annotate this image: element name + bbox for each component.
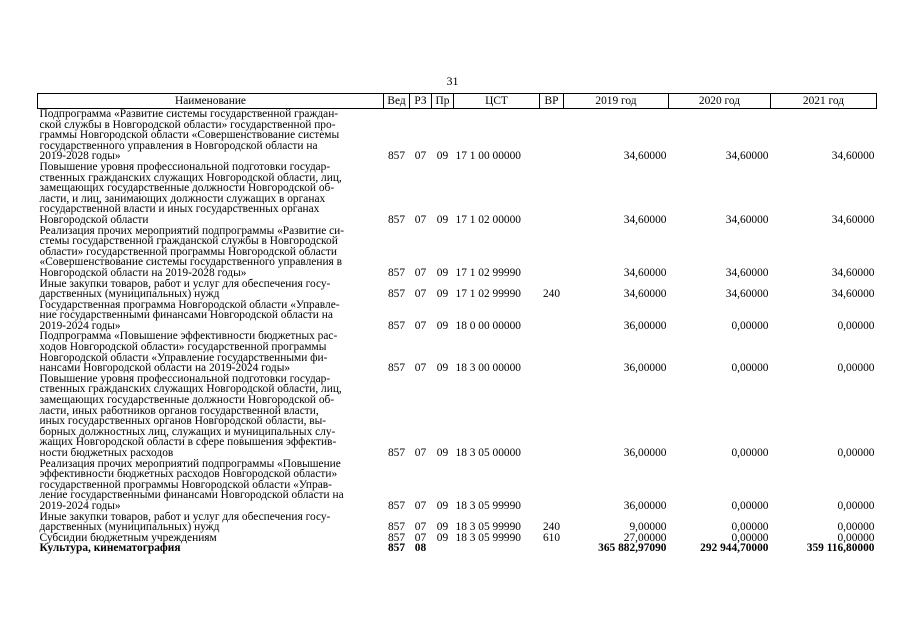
row-vr xyxy=(540,109,564,162)
row-2021: 34,60000 xyxy=(831,266,875,279)
row-name-line: области» государственной программы Новгородской области xyxy=(39,245,337,258)
row-ved: 857 xyxy=(387,499,406,512)
row-pr: 09 xyxy=(436,150,449,163)
row-name-line: Иные закупки товаров, работ и услуг для обеспечения госу- xyxy=(39,510,331,523)
row-2020: 34,60000 xyxy=(725,213,769,226)
row-2021: 0,00000 xyxy=(837,319,875,332)
row-name xyxy=(38,543,384,554)
col-header-rz: РЗ xyxy=(410,94,432,109)
row-ved: 857 xyxy=(387,362,406,375)
row-name xyxy=(38,512,384,533)
row-name-line: Иные закупки товаров, работ и услуг для обеспечения госу- xyxy=(39,277,331,290)
row-name-line: Реализация прочих мероприятий подпрограммы «Развитие си- xyxy=(39,224,345,237)
row-cst: 18 0 00 00000 xyxy=(455,319,521,332)
row-ved: 857 xyxy=(387,521,406,534)
row-ved: 857 xyxy=(387,531,406,544)
row-name-line: государственной власти и иных государственных органах xyxy=(39,203,320,216)
row-name-line: 2019-2024 годы» xyxy=(39,499,121,512)
row-name-line: стемы государственной гражданской службы в Новгородской xyxy=(39,235,338,248)
row-vr: 240 xyxy=(542,521,561,534)
col-header-pr: Пр xyxy=(432,94,454,109)
row-cst: 18 3 05 99990 xyxy=(455,521,521,534)
row-name-line: «Совершенствование системы государственного управления в xyxy=(39,256,343,269)
row-pr: 09 xyxy=(436,213,449,226)
row-ved: 857 xyxy=(387,542,406,555)
row-cst: 18 3 05 00000 xyxy=(455,447,521,459)
col-header-2020: 2020 год xyxy=(669,94,771,109)
row-name xyxy=(38,162,384,226)
row-name-line: ской службы в Новгородской области» государственной про- xyxy=(39,118,336,131)
row-pr: 09 xyxy=(436,362,449,375)
row-name-line: Подпрограмма «Развитие системы государственной граждан- xyxy=(39,108,339,120)
row-rz: 07 xyxy=(414,319,427,332)
row-name-line: ходов Новгородской области» государственной программы xyxy=(39,341,327,354)
row-vr xyxy=(540,459,564,512)
table-row xyxy=(38,374,877,459)
row-ved: 857 xyxy=(387,447,406,459)
col-header-cst: ЦСТ xyxy=(454,94,540,109)
row-2020: 0,00000 xyxy=(731,521,769,534)
table-row xyxy=(38,226,877,279)
budget-table xyxy=(37,93,877,554)
row-name xyxy=(38,300,384,332)
row-name-line: граммы Новгородской области «Совершенствование системы xyxy=(39,129,340,142)
row-name xyxy=(38,226,384,279)
table-row xyxy=(38,109,877,162)
row-name-line: замещающих государственные должности Новгородской об- xyxy=(39,394,335,407)
row-2019: 36,00000 xyxy=(623,362,667,375)
row-2019: 36,00000 xyxy=(623,319,667,332)
row-rz: 07 xyxy=(414,499,427,512)
row-2019: 36,00000 xyxy=(623,499,667,512)
table-row xyxy=(38,300,877,332)
row-name-line: дарственных (муниципальных) нужд xyxy=(39,288,220,301)
row-2020: 0,00000 xyxy=(731,362,769,375)
row-rz: 07 xyxy=(414,266,427,279)
row-name-line: Субсидии бюджетным учреждениям xyxy=(39,531,217,544)
row-name-line: ласти, иных работников органов государственной власти, xyxy=(39,404,319,417)
row-ved: 857 xyxy=(387,266,406,279)
row-name xyxy=(38,459,384,512)
row-vr: 610 xyxy=(542,531,561,544)
row-name xyxy=(38,331,384,373)
row-vr xyxy=(540,331,564,373)
row-cst: 18 3 00 00000 xyxy=(455,362,521,375)
table-row xyxy=(38,512,877,533)
row-vr xyxy=(540,374,564,459)
row-name xyxy=(38,279,384,300)
row-name-line: эффективности бюджетных расходов Новгородской области» xyxy=(39,468,338,481)
row-2020: 34,60000 xyxy=(725,288,769,301)
row-name-line: нансами Новгородской области на 2019-2024 годы» xyxy=(39,362,291,375)
row-2019: 9,00000 xyxy=(629,521,667,534)
row-vr: 240 xyxy=(542,288,561,301)
row-name-line: государственного управления в Новгородской области на xyxy=(39,139,318,152)
row-pr: 09 xyxy=(436,266,449,279)
row-2019: 27,00000 xyxy=(623,531,667,544)
row-name-line: ственных гражданских служащих Новгородской области, лиц, xyxy=(39,383,342,396)
row-2020: 34,60000 xyxy=(725,266,769,279)
row-2019: 34,60000 xyxy=(623,150,667,163)
row-2020: 0,00000 xyxy=(731,531,769,544)
row-cst: 17 1 02 99990 xyxy=(455,266,521,279)
col-header-name: Наименование xyxy=(38,94,384,109)
row-vr xyxy=(540,162,564,226)
row-pr: 09 xyxy=(436,531,449,544)
row-pr xyxy=(432,543,454,554)
row-2019: 34,60000 xyxy=(623,213,667,226)
row-2020: 34,60000 xyxy=(725,150,769,163)
row-name-line: Новгородской области xyxy=(39,213,149,226)
row-2021: 359 116,80000 xyxy=(806,542,875,555)
row-name xyxy=(38,374,384,459)
row-rz: 07 xyxy=(414,521,427,534)
col-header-ved: Вед xyxy=(384,94,410,109)
row-pr: 09 xyxy=(436,288,449,301)
row-2021: 0,00000 xyxy=(837,362,875,375)
row-name-line: Культура, кинематография xyxy=(39,542,181,555)
row-name-line: ственных гражданских служащих Новгородской области, лиц, xyxy=(39,171,342,184)
col-header-2021: 2021 год xyxy=(771,94,877,109)
row-2021: 34,60000 xyxy=(831,288,875,301)
row-rz: 07 xyxy=(414,531,427,544)
row-pr: 09 xyxy=(436,499,449,512)
row-rz: 07 xyxy=(414,447,427,459)
table-row xyxy=(38,459,877,512)
row-rz: 07 xyxy=(414,213,427,226)
row-2021: 34,60000 xyxy=(831,213,875,226)
row-rz: 07 xyxy=(414,288,427,301)
row-name-line: Повышение уровня профессиональной подготовки государ- xyxy=(39,372,331,385)
row-2020: 292 944,70000 xyxy=(700,542,769,555)
row-name-line: государственной программы Новгородской области «Управ- xyxy=(39,478,332,491)
table-row xyxy=(38,331,877,373)
row-rz: 07 xyxy=(414,150,427,163)
row-cst: 18 3 05 99990 xyxy=(455,531,521,544)
row-name-line: борных должностных лиц, служащих и муниципальных слу- xyxy=(39,425,336,438)
page-number: 31 xyxy=(446,74,459,88)
row-pr: 09 xyxy=(436,447,449,459)
row-2019: 34,60000 xyxy=(623,266,667,279)
row-name-line: Реализация прочих мероприятий подпрограммы «Повышение xyxy=(39,457,341,470)
row-rz: 08 xyxy=(414,542,427,555)
col-header-vr: ВР xyxy=(540,94,564,109)
row-2020: 0,00000 xyxy=(731,447,769,459)
row-cst: 17 1 02 99990 xyxy=(455,288,521,301)
table-row xyxy=(38,279,877,300)
row-pr: 09 xyxy=(436,521,449,534)
row-cst xyxy=(454,543,540,554)
row-2019: 365 882,97090 xyxy=(598,542,667,555)
row-2021: 0,00000 xyxy=(837,499,875,512)
row-ved: 857 xyxy=(387,213,406,226)
table-row xyxy=(38,543,877,554)
row-name xyxy=(38,109,384,162)
row-name-line: ние государственными финансами Новгородской области на xyxy=(39,309,333,322)
row-name-line: Повышение уровня профессиональной подготовки государ- xyxy=(39,160,331,173)
col-header-2019: 2019 год xyxy=(564,94,669,109)
row-vr xyxy=(540,543,564,554)
row-name-line: замещающих государственные должности Новгородской об- xyxy=(39,182,335,195)
row-name-line: жащих Новгородской области в сфере повышения эффектив- xyxy=(39,436,337,449)
row-cst: 17 1 00 00000 xyxy=(455,150,521,163)
row-name-line: 2019-2028 годы» xyxy=(39,150,121,163)
row-name-line: ление государственными финансами Новгородской области на xyxy=(39,489,344,502)
row-vr xyxy=(540,300,564,332)
row-pr: 09 xyxy=(436,319,449,332)
table-body xyxy=(38,109,877,554)
row-rz: 07 xyxy=(414,362,427,375)
row-vr xyxy=(540,226,564,279)
row-name-line: ности бюджетных расходов xyxy=(39,447,174,459)
row-ved: 857 xyxy=(387,150,406,163)
row-2020: 0,00000 xyxy=(731,499,769,512)
row-ved: 857 xyxy=(387,288,406,301)
row-cst: 17 1 02 00000 xyxy=(455,213,521,226)
row-2020: 0,00000 xyxy=(731,319,769,332)
row-name-line: иных государственных органов Новгородской области, вы- xyxy=(39,415,327,428)
row-name-line: Подпрограмма «Повышение эффективности бюджетных рас- xyxy=(39,330,338,343)
row-name-line: 2019-2024 годы» xyxy=(39,319,121,332)
row-2021: 0,00000 xyxy=(837,531,875,544)
row-ved: 857 xyxy=(387,319,406,332)
row-cst: 18 3 05 99990 xyxy=(455,499,521,512)
row-name-line: Государственная программа Новгородской области «Управле- xyxy=(39,298,340,311)
row-name-line: ласти, и лиц, занимающих должности служащих в органах xyxy=(39,192,326,205)
row-2021: 0,00000 xyxy=(837,521,875,534)
row-2019: 36,00000 xyxy=(623,447,667,459)
row-name-line: Новгородской области «Управление государственными фи- xyxy=(39,351,328,364)
row-2021: 34,60000 xyxy=(831,150,875,163)
table-header-row xyxy=(38,94,877,109)
row-name-line: Новгородской области на 2019-2028 годы» xyxy=(39,266,247,279)
row-2019: 34,60000 xyxy=(623,288,667,301)
row-name-line: дарственных (муниципальных) нужд xyxy=(39,521,220,534)
table-row xyxy=(38,162,877,226)
row-2021: 0,00000 xyxy=(837,447,875,459)
